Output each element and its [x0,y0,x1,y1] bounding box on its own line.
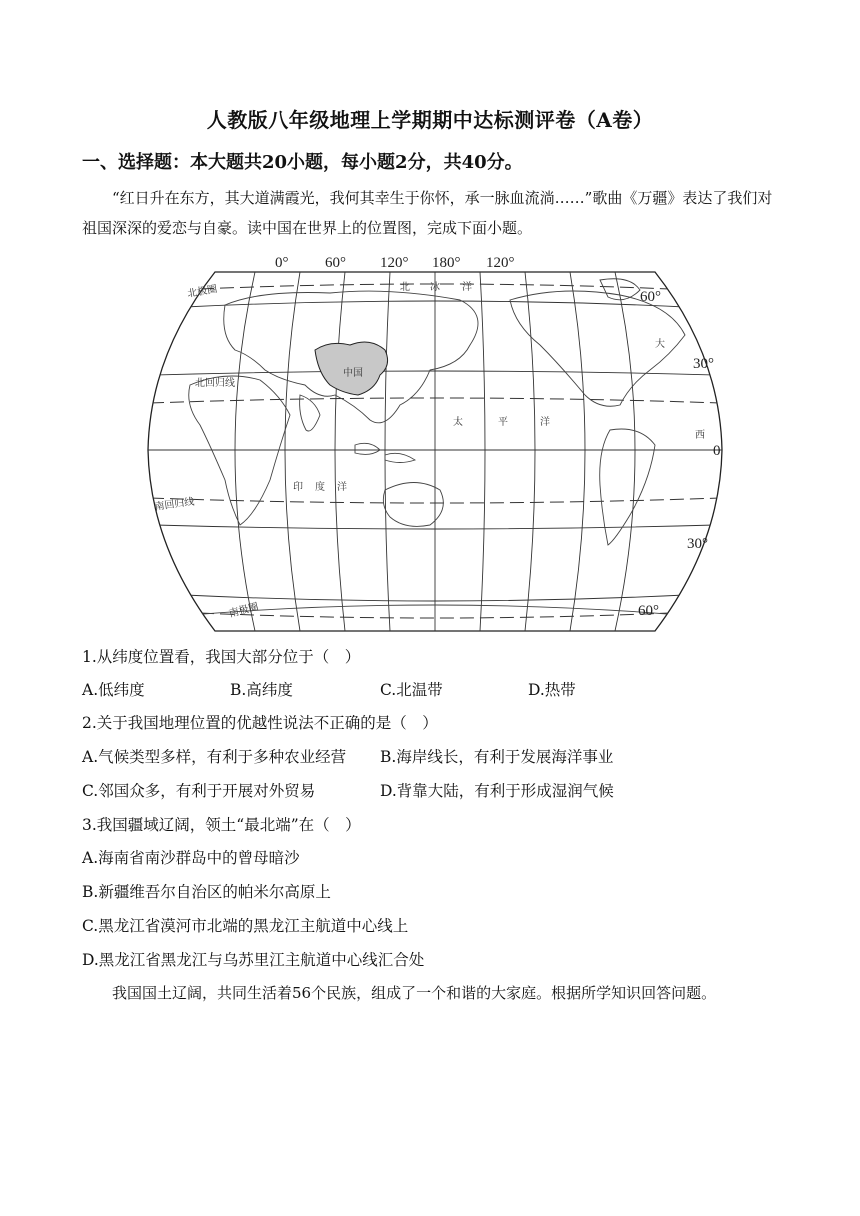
tropic-capricorn-label: 南回归线 [153,496,196,513]
lat-label-60n: 60° [640,289,661,305]
arctic-ocean-label-1: 北 [400,282,410,293]
antarctic-circle-label: 南极圈 [227,601,260,620]
tropic-cancer-label: 北回归线 [195,378,235,389]
indian-ocean-label-1: 印 [293,482,303,493]
lat-label-30n: 30° [693,356,714,372]
atlantic-ocean-label-1: 大 [655,339,665,350]
question-3-option-a[interactable]: A.海南省南沙群岛中的曾母暗沙 [82,849,300,867]
question-3-stem: 3.我国疆域辽阔，领土“最北端”在（ ） [82,816,361,834]
pacific-ocean-label-2: 平 [498,417,508,428]
lat-label-60s: 60° [638,603,659,619]
lon-label-60: 60° [325,255,346,271]
lon-label-120: 120° [380,255,409,271]
question-1-option-a[interactable]: A.低纬度 [82,681,145,699]
section-heading: 一、选择题：本大题共20小题，每小题2分，共40分。 [82,152,523,173]
arctic-ocean-label-3: 洋 [462,282,472,293]
atlantic-ocean-label-2: 西 [695,430,705,441]
lon-label-120w: 120° [486,255,515,271]
question-1-option-b[interactable]: B.高纬度 [230,681,293,699]
passage-paragraph: 我国国土辽阔，共同生活着56个民族，组成了一个和谐的大家庭。根据所学知识回答问题。 [112,984,717,1002]
question-2-stem: 2.关于我国地理位置的优越性说法不正确的是（ ） [82,714,438,732]
lat-label-30s: 30° [687,536,708,552]
question-3-option-b[interactable]: B.新疆维吾尔自治区的帕米尔高原上 [82,883,331,901]
pacific-ocean-label-3: 洋 [540,417,550,428]
question-2-option-d[interactable]: D.背靠大陆，有利于形成湿润气候 [380,782,614,800]
page-title: 人教版八年级地理上学期期中达标测评卷（A卷） [206,108,654,132]
lat-label-0: 0 [713,443,721,459]
question-3-option-d[interactable]: D.黑龙江省黑龙江与乌苏里江主航道中心线汇合处 [82,951,425,969]
pacific-ocean-label-1: 太 [453,417,463,428]
question-2-option-c[interactable]: C.邻国众多，有利于开展对外贸易 [82,782,316,800]
question-1-option-d[interactable]: D.热带 [528,681,576,699]
lon-label-0: 0° [275,255,289,271]
indian-ocean-label-2: 度 [315,482,325,493]
indian-ocean-label-3: 洋 [337,482,347,493]
question-2-option-b[interactable]: B.海岸线长，有利于发展海洋事业 [380,748,614,766]
question-2-option-a[interactable]: A.气候类型多样，有利于多种农业经营 [82,748,347,766]
lon-label-180: 180° [432,255,461,271]
question-1-stem: 1.从纬度位置看，我国大部分位于（ ） [82,648,361,666]
question-1-option-c[interactable]: C.北温带 [380,681,443,699]
intro-paragraph: “红日升在东方，其大道满霞光，我何其幸生于你怀，承一脉血流淌……”歌曲《万疆》表达了我们对祖国深深的爱恋与自豪。读中国在世界上的位置图，完成下面小题。 [82,189,773,237]
arctic-ocean-label-2: 冰 [430,282,440,293]
china-label: 中国 [343,368,363,379]
world-map [130,245,740,640]
arctic-circle-label: 北极圈 [186,283,219,300]
question-3-option-c[interactable]: C.黑龙江省漠河市北端的黑龙江主航道中心线上 [82,917,409,935]
